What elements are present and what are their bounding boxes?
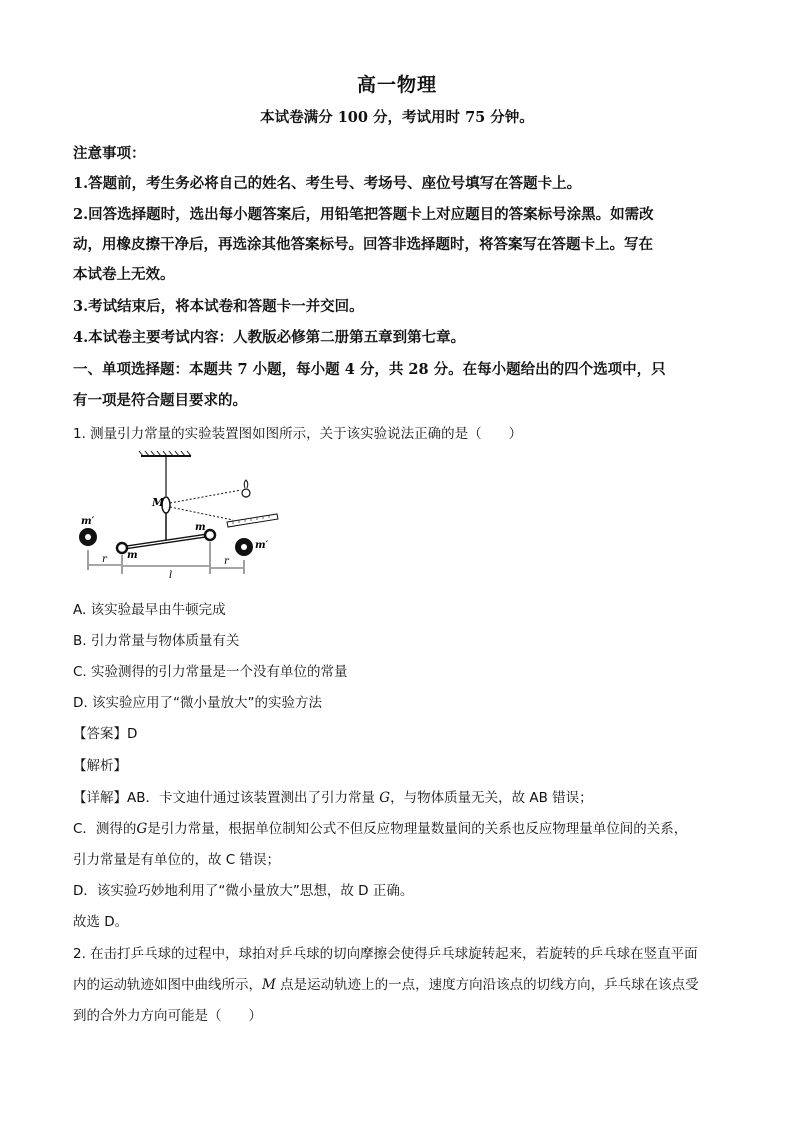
question-1-stem: 1. 测量引力常量的实验装置图如图所示，关于该实验说法正确的是（ ）: [73, 426, 523, 442]
notice-heading: 注意事项：: [73, 145, 146, 162]
option-d: D. 该实验应用了“微小量放大”的实验方法: [73, 695, 322, 711]
section-heading-line-1: 一、单项选择题：本题共 7 小题，每小题 4 分，共 28 分。在每小题给出的四个选项中，只: [73, 361, 666, 378]
notice-item-2-line-3: 本试卷上无效。: [73, 266, 175, 283]
q2-text-a: 内的运动轨迹如图中曲线所示，: [73, 977, 262, 993]
exam-info: 本试卷满分 100 分，考试用时 75 分钟。: [260, 109, 534, 126]
label-r-left: r: [102, 554, 107, 565]
label-l: l: [169, 570, 173, 580]
question-2-line-1: 2. 在击打乒乓球的过程中，球拍对乒乓球的切向摩擦会使得乒乓球旋转起来，若旋转的乒乓球在竖直平面: [73, 946, 698, 962]
page-title: 高一物理: [356, 74, 437, 96]
detail-c-line-2: 引力常量是有单位的，故 C 错误；: [73, 852, 281, 868]
label-m-right: m: [195, 522, 206, 533]
question-2-line-3: 到的合外力方向可能是（ ）: [73, 1008, 262, 1024]
label-m-prime-left: m′: [81, 516, 95, 527]
label-m-left: m: [127, 550, 138, 561]
label-r-right: r: [224, 556, 229, 567]
detail-d: D．该实验巧妙地利用了“微小量放大”思想，故 D 正确。: [73, 883, 414, 899]
answer-line: [73, 722, 137, 742]
detail-ab-text-end: ，与物体质量无关，故 AB 错误；: [390, 790, 593, 806]
detail-c-text-end: 是引力常量，根据单位制知公式不但反应物理量数量间的关系也反应物理量单位间的关系，: [147, 821, 688, 837]
notice-item-4: 4.本试卷主要考试内容：人教版必修第二册第五章到第七章。: [73, 329, 466, 346]
answer-value: D: [127, 726, 138, 742]
answer-label: 【答案】: [73, 726, 127, 742]
detail-ab: [73, 786, 593, 806]
var-m: M: [262, 977, 276, 993]
var-g: G: [136, 821, 148, 837]
detail-c-text: C．测得的: [73, 821, 137, 837]
option-b: B. 引力常量与物体质量有关: [73, 633, 240, 649]
detail-c-line-1: [73, 817, 687, 837]
detail-ab-text: AB．卡文迪什通过该装置测出了引力常量: [127, 790, 380, 806]
torsion-balance-figure: [73, 450, 283, 580]
conclusion: 故选 D。: [73, 914, 129, 930]
q2-text-b: 点是运动轨迹上的一点，速度方向沿该点的切线方向，乒乓球在该点受: [275, 977, 699, 993]
notice-item-1: 1.答题前，考生务必将自己的姓名、考生号、考场号、座位号填写在答题卡上。: [73, 175, 582, 192]
option-a: A. 该实验最早由牛顿完成: [73, 602, 226, 618]
section-heading-line-2: 有一项是符合题目要求的。: [73, 392, 247, 409]
var-g: G: [379, 790, 391, 806]
notice-item-2-line-1: 2.回答选择题时，选出每小题答案后，用铅笔把答题卡上对应题目的答案标号涂黑。如需改: [73, 206, 654, 223]
notice-item-3: 3.考试结束后，将本试卷和答题卡一并交回。: [73, 298, 364, 315]
question-2-line-2: [73, 973, 699, 993]
detail-label: 【详解】: [73, 790, 127, 806]
option-c: C. 实验测得的引力常量是一个没有单位的常量: [73, 664, 348, 680]
notice-item-2-line-2: 动，用橡皮擦干净后，再选涂其他答案标号。回答非选择题时，将答案写在答题卡上。写在: [73, 236, 653, 253]
label-m-prime-right: m′: [255, 540, 269, 551]
label-M: M: [152, 496, 165, 509]
analysis-label: 【解析】: [73, 758, 127, 774]
